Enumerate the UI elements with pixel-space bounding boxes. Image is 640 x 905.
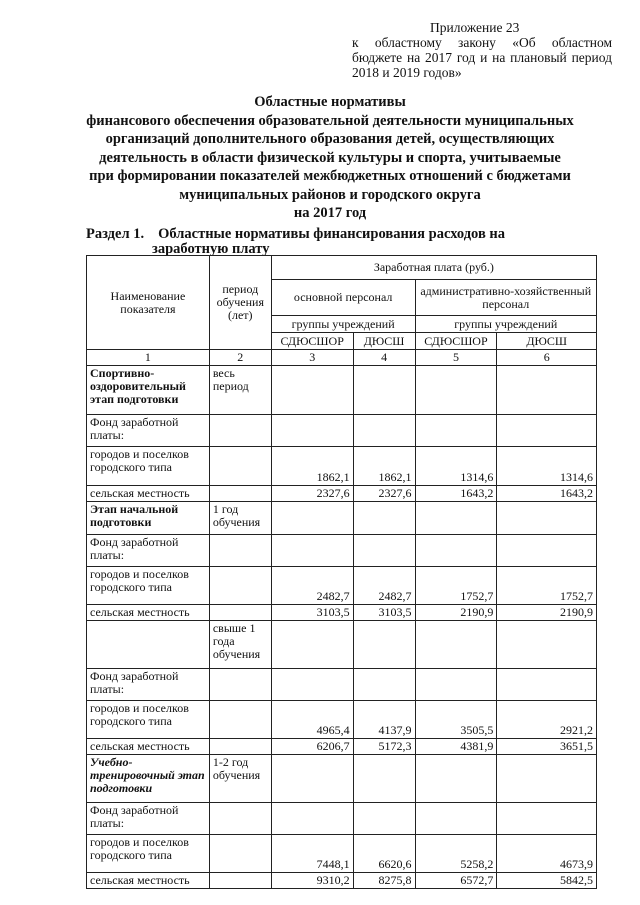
title-line: при формировании показателей межбюджетных отношений с бюджетами [89,168,571,184]
row-value [353,669,415,701]
row-value: 2327,6 [353,486,415,502]
row-value: 1752,7 [497,567,597,605]
row-value [497,669,597,701]
section-heading [86,227,556,257]
row-name: городов и поселков городского типа [87,567,210,605]
document-title [70,93,590,223]
header-col-5: СДЮСШОР [415,333,497,350]
row-period [209,486,271,502]
row-period [209,835,271,873]
row-value: 2190,9 [415,605,497,621]
header-period: период обучения (лет) [209,256,271,350]
row-value [353,502,415,535]
row-value: 2190,9 [497,605,597,621]
row-value [415,535,497,567]
row-value [271,669,353,701]
row-value [353,803,415,835]
row-period [209,447,271,486]
appendix-number: Приложение 23 [430,20,520,35]
header-name: Наименование показателя [87,256,210,350]
table-row [87,701,597,739]
row-value [271,415,353,447]
row-name: Этап начальной подготовки [87,502,210,535]
row-value: 2482,7 [271,567,353,605]
row-value: 1862,1 [271,447,353,486]
row-period [209,567,271,605]
title-line: организаций дополнительного образования детей, осуществляющих [105,131,555,147]
row-value [415,366,497,415]
table-row [87,669,597,701]
row-value: 4965,4 [271,701,353,739]
row-value [415,415,497,447]
row-value: 5258,2 [415,835,497,873]
row-value: 9310,2 [271,873,353,889]
title-line: на 2017 год [293,205,367,221]
row-value: 6620,6 [353,835,415,873]
table-row [87,535,597,567]
table-row [87,502,597,535]
row-period [209,739,271,755]
row-value [353,535,415,567]
table-row [87,803,597,835]
header-col-3: СДЮСШОР [271,333,353,350]
table-row [87,835,597,873]
row-period: 1 год обучения [209,502,271,535]
row-name: городов и поселков городского типа [87,835,210,873]
row-name: городов и поселков городского типа [87,447,210,486]
table-row [87,366,597,415]
col-number: 3 [271,350,353,366]
row-name: Фонд заработной платы: [87,535,210,567]
row-period: 1-2 год обучения [209,755,271,803]
row-value: 1752,7 [415,567,497,605]
row-value: 2327,6 [271,486,353,502]
row-value [497,755,597,803]
row-value [497,803,597,835]
row-value: 3103,5 [271,605,353,621]
table-row [87,486,597,502]
row-value [271,755,353,803]
row-name: Фонд заработной платы: [87,669,210,701]
table-row [87,873,597,889]
row-value [497,415,597,447]
appendix-note [352,20,612,80]
row-period [209,535,271,567]
row-value [497,621,597,669]
row-value: 4137,9 [353,701,415,739]
row-name: Фонд заработной платы: [87,803,210,835]
header-col-4: ДЮСШ [353,333,415,350]
row-value [415,803,497,835]
appendix-reference: к областному закону «Об областном бюджете на 2017 год и на плановый период 2018 и 2019 годов» [352,35,612,80]
row-value [271,535,353,567]
header-salary: Заработная плата (руб.) [271,256,596,280]
row-value: 3505,5 [415,701,497,739]
row-value: 1314,6 [415,447,497,486]
row-value: 7448,1 [271,835,353,873]
table-row [87,447,597,486]
row-period [209,669,271,701]
section-text-cont: заработную плату [152,241,270,257]
row-value [353,621,415,669]
col-number: 6 [497,350,597,366]
row-name: сельская местность [87,873,210,889]
col-number: 4 [353,350,415,366]
row-value: 4673,9 [497,835,597,873]
row-period [209,605,271,621]
table-row [87,415,597,447]
col-number: 1 [87,350,210,366]
title-line: финансового обеспечения образовательной деятельности муниципальных [86,112,574,129]
row-name: сельская местность [87,486,210,502]
row-value [271,621,353,669]
header-groups: группы учреждений [415,316,596,333]
row-value: 5842,5 [497,873,597,889]
row-value: 1643,2 [497,486,597,502]
row-name [87,621,210,669]
row-value: 2921,2 [497,701,597,739]
row-name: Спортивно-оздоровительный этап подготовки [87,366,210,415]
header-groups: группы учреждений [271,316,415,333]
row-name: сельская местность [87,739,210,755]
title-line: муниципальных районов и городского округа [179,186,481,203]
normatives-table [86,255,597,889]
table-row [87,605,597,621]
section-number: Раздел 1. [86,226,145,242]
col-number: 2 [209,350,271,366]
col-number: 5 [415,350,497,366]
row-period [209,701,271,739]
row-period [209,415,271,447]
row-value [271,502,353,535]
row-value: 5172,3 [353,739,415,755]
row-name: городов и поселков городского типа [87,701,210,739]
row-period: весь период [209,366,271,415]
header-col-6: ДЮСШ [497,333,597,350]
row-value: 4381,9 [415,739,497,755]
row-value [353,415,415,447]
row-period [209,873,271,889]
row-value [497,535,597,567]
title-line: Областные нормативы [254,94,406,110]
table-row [87,755,597,803]
row-value [353,366,415,415]
table-row [87,621,597,669]
row-value: 3103,5 [353,605,415,621]
table-row [87,567,597,605]
row-period: свыше 1 года обучения [209,621,271,669]
header-main-staff: основной персонал [271,280,415,316]
row-value [415,755,497,803]
header-admin-staff: административно-хозяйственный персонал [415,280,596,316]
row-name: сельская местность [87,605,210,621]
title-line: деятельность в области физической культуры и спорта, учитываемые [99,149,561,166]
row-period [209,803,271,835]
row-value: 1862,1 [353,447,415,486]
row-value [497,366,597,415]
row-value: 6572,7 [415,873,497,889]
row-value [415,621,497,669]
row-value: 1643,2 [415,486,497,502]
row-value: 6206,7 [271,739,353,755]
row-value [271,803,353,835]
row-value [415,669,497,701]
row-value [415,502,497,535]
section-text: Областные нормативы финансирования расходов на [158,226,506,242]
row-name: Учебно-тренировочный этап подготовки [87,755,210,803]
row-value: 3651,5 [497,739,597,755]
row-value: 1314,6 [497,447,597,486]
row-value: 8275,8 [353,873,415,889]
row-value: 2482,7 [353,567,415,605]
row-value [271,366,353,415]
row-value [497,502,597,535]
row-name: Фонд заработной платы: [87,415,210,447]
table-row [87,739,597,755]
row-value [353,755,415,803]
